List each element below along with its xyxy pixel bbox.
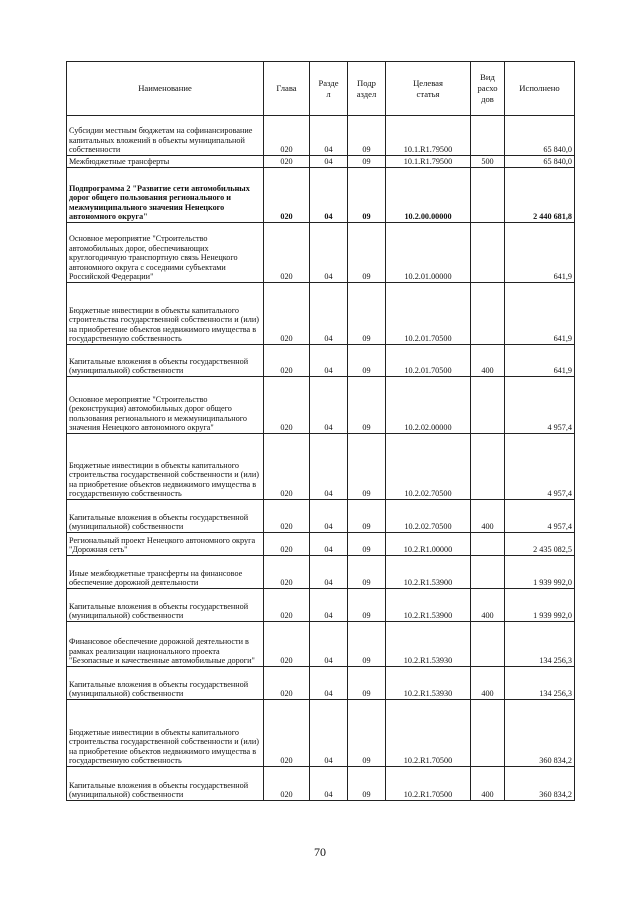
cell-podrazdel: 09 xyxy=(348,377,386,434)
cell-podrazdel: 09 xyxy=(348,156,386,168)
cell-razdel: 04 xyxy=(310,434,348,500)
header-article: Целевая статья xyxy=(386,62,471,116)
cell-name: Региональный проект Ненецкого автономного округа "Дорожная сеть" xyxy=(67,533,264,556)
cell-podrazdel: 09 xyxy=(348,589,386,622)
cell-glava: 020 xyxy=(264,589,310,622)
cell-podrazdel: 09 xyxy=(348,533,386,556)
table-row xyxy=(67,767,575,801)
cell-name: Основное мероприятие "Строительство автомобильных дорог, обеспечивающих круглогодичную транспортную связь Ненецкого автономного округа с соседними субъектами Российской Федерации" xyxy=(67,223,264,283)
cell-glava: 020 xyxy=(264,223,310,283)
cell-done: 641,9 xyxy=(505,223,575,283)
cell-done: 360 834,2 xyxy=(505,767,575,801)
cell-razdel: 04 xyxy=(310,168,348,223)
cell-vid xyxy=(471,533,505,556)
cell-article: 10.2.01.70500 xyxy=(386,283,471,345)
cell-glava: 020 xyxy=(264,622,310,667)
cell-razdel: 04 xyxy=(310,589,348,622)
table-row xyxy=(67,223,575,283)
cell-razdel: 04 xyxy=(310,116,348,156)
cell-podrazdel: 09 xyxy=(348,767,386,801)
cell-done: 4 957,4 xyxy=(505,377,575,434)
cell-article: 10.2.R1.53900 xyxy=(386,556,471,589)
cell-done: 360 834,2 xyxy=(505,700,575,767)
cell-podrazdel: 09 xyxy=(348,345,386,377)
table-row xyxy=(67,168,575,223)
header-podrazdel: Подр аздел xyxy=(348,62,386,116)
cell-name: Капитальные вложения в объекты государственной (муниципальной) собственности xyxy=(67,667,264,700)
cell-done: 2 440 681,8 xyxy=(505,168,575,223)
cell-glava: 020 xyxy=(264,156,310,168)
cell-name: Капитальные вложения в объекты государственной (муниципальной) собственности xyxy=(67,500,264,533)
cell-article: 10.2.01.00000 xyxy=(386,223,471,283)
cell-podrazdel: 09 xyxy=(348,223,386,283)
cell-razdel: 04 xyxy=(310,283,348,345)
cell-podrazdel: 09 xyxy=(348,556,386,589)
cell-done: 641,9 xyxy=(505,283,575,345)
cell-done: 134 256,3 xyxy=(505,667,575,700)
cell-done: 134 256,3 xyxy=(505,622,575,667)
cell-glava: 020 xyxy=(264,533,310,556)
cell-done: 4 957,4 xyxy=(505,500,575,533)
cell-name: Бюджетные инвестиции в объекты капитального строительства государственной собственности и (или) на приобретение объектов недвижимого имущества в государственную собственность xyxy=(67,434,264,500)
table-row xyxy=(67,622,575,667)
cell-razdel: 04 xyxy=(310,345,348,377)
cell-vid: 500 xyxy=(471,156,505,168)
table-row xyxy=(67,589,575,622)
cell-podrazdel: 09 xyxy=(348,434,386,500)
header-done: Исполнено xyxy=(505,62,575,116)
cell-vid xyxy=(471,377,505,434)
cell-glava: 020 xyxy=(264,556,310,589)
cell-done: 1 939 992,0 xyxy=(505,556,575,589)
table-row xyxy=(67,116,575,156)
cell-article: 10.2.R1.53930 xyxy=(386,622,471,667)
table-row xyxy=(67,533,575,556)
cell-article: 10.2.R1.53930 xyxy=(386,667,471,700)
table-row xyxy=(67,556,575,589)
cell-vid xyxy=(471,434,505,500)
cell-podrazdel: 09 xyxy=(348,667,386,700)
cell-vid xyxy=(471,622,505,667)
cell-name: Бюджетные инвестиции в объекты капитального строительства государственной собственности и (или) на приобретение объектов недвижимого имущества в государственную собственность xyxy=(67,283,264,345)
table-row xyxy=(67,500,575,533)
cell-glava: 020 xyxy=(264,767,310,801)
table-row xyxy=(67,377,575,434)
cell-name: Бюджетные инвестиции в объекты капитального строительства государственной собственности и (или) на приобретение объектов недвижимого имущества в государственную собственность xyxy=(67,700,264,767)
table-row xyxy=(67,667,575,700)
cell-article: 10.2.R1.53900 xyxy=(386,589,471,622)
cell-podrazdel: 09 xyxy=(348,168,386,223)
cell-glava: 020 xyxy=(264,377,310,434)
header-vid: Вид расхо дов xyxy=(471,62,505,116)
cell-article: 10.2.00.00000 xyxy=(386,168,471,223)
cell-name: Капитальные вложения в объекты государственной (муниципальной) собственности xyxy=(67,767,264,801)
cell-podrazdel: 09 xyxy=(348,500,386,533)
cell-article: 10.2.R1.70500 xyxy=(386,700,471,767)
cell-done: 641,9 xyxy=(505,345,575,377)
cell-vid: 400 xyxy=(471,345,505,377)
table-body xyxy=(67,116,575,801)
cell-name: Основное мероприятие "Строительство (реконструкция) автомобильных дорог общего пользования регионального и межмуниципального значения Ненецкого автономного округа" xyxy=(67,377,264,434)
cell-article: 10.1.R1.79500 xyxy=(386,156,471,168)
cell-razdel: 04 xyxy=(310,377,348,434)
cell-glava: 020 xyxy=(264,500,310,533)
header-name: Наименование xyxy=(67,62,264,116)
header-glava: Глава xyxy=(264,62,310,116)
cell-name: Капитальные вложения в объекты государственной (муниципальной) собственности xyxy=(67,589,264,622)
cell-podrazdel: 09 xyxy=(348,700,386,767)
cell-glava: 020 xyxy=(264,700,310,767)
cell-name: Иные межбюджетные трансферты на финансовое обеспечение дорожной деятельности xyxy=(67,556,264,589)
cell-article: 10.2.R1.00000 xyxy=(386,533,471,556)
cell-razdel: 04 xyxy=(310,156,348,168)
table-row xyxy=(67,434,575,500)
cell-vid xyxy=(471,700,505,767)
cell-vid xyxy=(471,556,505,589)
cell-vid: 400 xyxy=(471,667,505,700)
cell-glava: 020 xyxy=(264,168,310,223)
budget-table xyxy=(66,61,575,801)
cell-glava: 020 xyxy=(264,345,310,377)
cell-glava: 020 xyxy=(264,116,310,156)
header-razdel: Разде л xyxy=(310,62,348,116)
cell-done: 2 435 082,5 xyxy=(505,533,575,556)
cell-article: 10.1.R1.79500 xyxy=(386,116,471,156)
cell-razdel: 04 xyxy=(310,667,348,700)
cell-name: Межбюджетные трансферты xyxy=(67,156,264,168)
cell-done: 65 840,0 xyxy=(505,116,575,156)
cell-article: 10.2.02.70500 xyxy=(386,434,471,500)
cell-razdel: 04 xyxy=(310,622,348,667)
page-number: 70 xyxy=(314,845,326,859)
table-row xyxy=(67,156,575,168)
cell-podrazdel: 09 xyxy=(348,622,386,667)
cell-article: 10.2.R1.70500 xyxy=(386,767,471,801)
table-row xyxy=(67,345,575,377)
cell-razdel: 04 xyxy=(310,500,348,533)
cell-glava: 020 xyxy=(264,667,310,700)
cell-done: 65 840,0 xyxy=(505,156,575,168)
cell-glava: 020 xyxy=(264,434,310,500)
cell-vid: 400 xyxy=(471,767,505,801)
cell-glava: 020 xyxy=(264,283,310,345)
cell-name: Субсидии местным бюджетам на софинансирование капитальных вложений в объекты муниципальной собственности xyxy=(67,116,264,156)
cell-vid xyxy=(471,283,505,345)
cell-podrazdel: 09 xyxy=(348,116,386,156)
cell-vid xyxy=(471,223,505,283)
cell-article: 10.2.02.00000 xyxy=(386,377,471,434)
cell-vid: 400 xyxy=(471,589,505,622)
table-row xyxy=(67,700,575,767)
cell-done: 1 939 992,0 xyxy=(505,589,575,622)
cell-name: Капитальные вложения в объекты государственной (муниципальной) собственности xyxy=(67,345,264,377)
cell-article: 10.2.02.70500 xyxy=(386,500,471,533)
table-row xyxy=(67,283,575,345)
cell-vid xyxy=(471,168,505,223)
cell-vid xyxy=(471,116,505,156)
cell-razdel: 04 xyxy=(310,556,348,589)
cell-name: Подпрограмма 2 "Развитие сети автомобильных дорог общего пользования регионального и межмуниципального значения Ненецкого автономного округа" xyxy=(67,168,264,223)
cell-done: 4 957,4 xyxy=(505,434,575,500)
cell-razdel: 04 xyxy=(310,223,348,283)
cell-razdel: 04 xyxy=(310,700,348,767)
table-header-row xyxy=(67,62,575,116)
cell-razdel: 04 xyxy=(310,767,348,801)
cell-podrazdel: 09 xyxy=(348,283,386,345)
cell-article: 10.2.01.70500 xyxy=(386,345,471,377)
cell-name: Финансовое обеспечение дорожной деятельности в рамках реализации национального проекта "Безопасные и качественные автомобильные дороги" xyxy=(67,622,264,667)
cell-vid: 400 xyxy=(471,500,505,533)
cell-razdel: 04 xyxy=(310,533,348,556)
